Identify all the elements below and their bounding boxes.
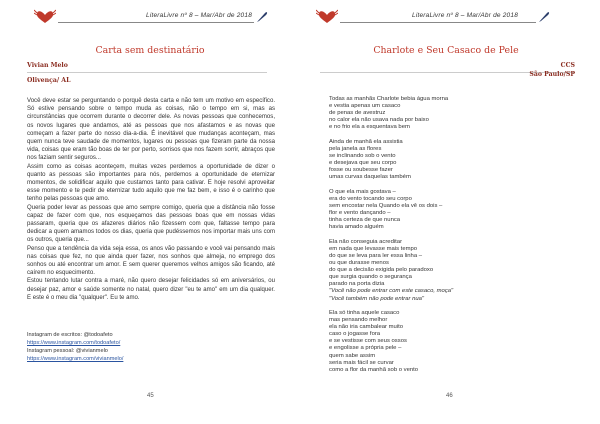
poem-line: "Você não pode entrar com este casaco, moça" xyxy=(329,288,454,295)
author-name: CCS xyxy=(560,62,575,69)
poem-line: umas curvas daquelas também xyxy=(329,174,411,181)
poem-line: O que ela mais gostava – xyxy=(329,188,396,195)
poem-line: de penas de avestruz xyxy=(329,110,386,117)
poem-body xyxy=(329,96,569,381)
poem-line: caso o jogasse fora xyxy=(329,331,381,338)
poem-line: e engolisse a própria pele – xyxy=(329,345,402,352)
poem-stanza xyxy=(329,96,569,131)
paragraph: Você deve estar se perguntando o porquê desta carta e não tem um motivo em específico. Só estive pensando sobre o tempo muda as coisas, não o tempo em si, mas as circunstâncias que ocorrem durante o decorrer dele. As novas pessoas que conhecemos, os novos lugares que andamos, até as pessoas que nos afastamos e as novas que começam a fazer parte do nosso dia-a-dia. É inevitável que mudanças aconteçam, mas quem nunca teve saudade de momentos, lugares ou pessoas que fizeram parte da nossa vida, coisas que eram tão boas de ter por perto, sorrisos que nos fazem sorrir, abraços que nos faziam sentir seguros... xyxy=(27,98,275,162)
article-title: Carta sem destinatário xyxy=(95,45,205,56)
instagram-writing-link[interactable]: https://www.instagram.com/todoafeto/ xyxy=(27,340,121,346)
poem-line: do que a decisão exigida pelo paradoxo xyxy=(329,267,434,274)
paragraph: Penso que a tendência da vida seja essa, os anos vão passando e você vai pensando mais nas coisas que fez, no que ainda quer fazer, nos sonhos que almeja, no emprego dos sonhos ou até encontrar um amor. E sem querer queremos velhos amigos são ficando, até caírem no esquecimento. xyxy=(27,245,275,277)
poem-line: mas pensando melhor xyxy=(329,317,388,324)
social-links xyxy=(27,331,123,363)
magazine-name: LiteraLivre nº 8 – Mar/Abr de 2018 xyxy=(412,12,519,19)
author-name: Vivian Melo xyxy=(27,62,68,69)
poem-line: havia amado alguém xyxy=(329,224,384,231)
paragraph: Estou tentando lutar contra a maré, não quero desejar felicidades só em aniversários, ou desejar paz, amor e saúde somente no natal, quero dizer "eu te amo" em um dia qualquer. E este é o meu dia "qualquer". Eu te amo. xyxy=(27,278,275,301)
winged-heart-logo-icon xyxy=(316,9,338,25)
poem-line: ou que durasse menos xyxy=(329,260,389,267)
quill-icon xyxy=(538,11,550,23)
magazine-name: LiteraLivre nº 8 – Mar/Abr de 2018 xyxy=(146,12,253,19)
poem-line: e se vestisse com seus ossos xyxy=(329,338,407,345)
poem-line: que surgia quando o segurança xyxy=(329,274,412,281)
quill-icon xyxy=(256,11,268,23)
poem-stanza xyxy=(329,310,569,374)
instagram-personal-label: Instagram pessoal: @vivianmelo xyxy=(27,348,108,354)
poem-line: se inclinando sob o vento xyxy=(329,153,396,160)
page-number: 46 xyxy=(446,393,453,399)
poem-line: fosse ou soubesse fazer xyxy=(329,167,393,174)
poem-line: era do vento tocando seu corpo xyxy=(329,195,412,202)
page-header xyxy=(316,9,556,25)
poem-line: no calor ela não usava nada por baixo xyxy=(329,117,429,124)
poem-line: pela janela as flores xyxy=(329,145,382,152)
poem-line: do que se leva para ler essa linha – xyxy=(329,252,423,259)
poem-stanza xyxy=(329,239,569,303)
poem-line: como a flor da manhã sob o vento xyxy=(329,366,419,373)
poem-title: Charlote e Seu Casaco de Pele xyxy=(373,45,519,56)
poem-line: Todas as manhãs Charlote bebia água morna xyxy=(329,96,449,102)
paragraph: Queria poder levar as pessoas que amo sempre comigo, queria que a distância não fosse capaz de fazer com que, nos esqueçamos das pessoas boas que em nossas vidas passaram, queria que os afazeres diários não fizessem com que, faltasse tempo para dedicar a quem amamos todos os dias, queria que pudéssemos nos importar mais uns com os outros, queria que... xyxy=(27,204,275,244)
paragraph: Assim como as coisas aconteçem, muitas vezes perdemos a oportunidade de dizer o quanto as pessoas são importantes para nós, perdemos a oportunidade de eternizar momentos, de solidificar aquilo que custamos tanto para cativar. E hoje resolvi aproveitar esse momento e te pedir de eternizar tudo aquilo que me faz bem, e isso é o carinho que tenho pelas pessoas que amo. xyxy=(27,163,275,203)
poem-stanza xyxy=(329,189,569,232)
author-location: São Paulo/SP xyxy=(529,71,575,78)
poem-line: Ela não conseguia acreditar xyxy=(329,238,403,245)
instagram-writing-label: Instagram de escritos: @todoafeto xyxy=(27,332,113,338)
poem-line: em nada que levasse mais tempo xyxy=(329,245,418,252)
poem-line: Ainda de manhã ela assistia xyxy=(329,138,403,145)
instagram-personal-link[interactable]: https://www.instagram.com/vivianmelo/ xyxy=(27,356,124,362)
poem-stanza xyxy=(329,139,569,182)
poem-line: e no frio ela a esquentava bem xyxy=(329,124,410,131)
header-rule xyxy=(340,22,536,23)
poem-line: "Você também não pode entrar nua" xyxy=(329,295,425,302)
poem-line: parado na porta dizia xyxy=(329,281,385,288)
poem-line: e desejava que seu corpo xyxy=(329,160,397,167)
poem-line: ela não iria cambalear muito xyxy=(329,324,403,331)
poem-line: flor e vento dançando – xyxy=(329,210,391,217)
poem-line: Ela só tinha aquele casaco xyxy=(329,310,400,316)
header-rule xyxy=(58,22,254,23)
poem-line: quem sabe assim xyxy=(329,352,376,359)
poem-line: e vestia apenas um casaco xyxy=(329,103,401,110)
right-page xyxy=(300,0,600,424)
article-body xyxy=(27,97,275,302)
page-header xyxy=(34,9,274,25)
poem-line: sem encostar nela Quando ela vê os dois – xyxy=(329,203,443,209)
poem-line: tinha certeza de que nunca xyxy=(329,217,401,224)
divider xyxy=(27,72,267,73)
author-location: Olivença/ AL xyxy=(27,77,71,84)
poem-line: seria mais fácil se curvar xyxy=(329,359,394,366)
winged-heart-logo-icon xyxy=(34,9,56,25)
page-number: 45 xyxy=(147,393,154,399)
